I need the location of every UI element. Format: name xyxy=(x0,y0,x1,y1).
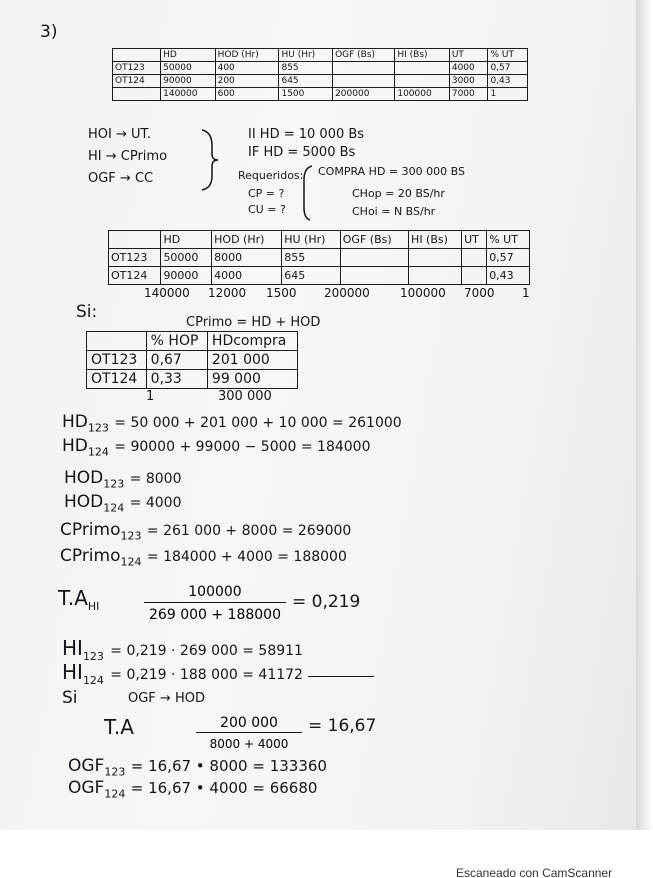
table-row xyxy=(109,249,530,267)
table-cell: OT123 xyxy=(87,351,147,370)
table-cell: 645 xyxy=(279,75,333,88)
table-cell: % UT xyxy=(488,49,528,62)
table-cell xyxy=(462,249,487,267)
camscanner-footer: Escaneado con CamScanner xyxy=(456,866,613,878)
table-cell: 7000 xyxy=(449,88,488,101)
table-cell: 8000 xyxy=(212,249,282,267)
table-cell: HI (Bs) xyxy=(409,231,462,249)
brace-right xyxy=(298,164,316,222)
hd-124-sub: 124 xyxy=(87,445,109,459)
note-chop: CHop = 20 BS/hr xyxy=(352,187,445,200)
table-cell: UT xyxy=(462,231,487,249)
table-row xyxy=(109,267,530,285)
cprimo-123-line xyxy=(60,522,351,541)
ta-hi-label xyxy=(58,588,99,612)
table-cell xyxy=(113,49,161,62)
table-cell: 0,57 xyxy=(488,62,528,75)
table-cell xyxy=(409,249,462,267)
cprimo-123-expr: = 261 000 + 8000 = 269000 xyxy=(146,523,352,539)
ta-hi-result: = 0,219 xyxy=(292,592,361,612)
table-cell: 50000 xyxy=(161,249,212,267)
hi-123-expr: = 0,219 · 269 000 = 58911 xyxy=(110,643,303,659)
table-cell: 0,43 xyxy=(487,267,530,285)
table-cell: 3000 xyxy=(449,75,488,88)
ogf-124-sub: 124 xyxy=(104,787,126,801)
table-row xyxy=(87,370,298,389)
ta-hi-numerator: 100000 xyxy=(188,584,242,600)
table-cell xyxy=(409,267,462,285)
hi-123-line xyxy=(62,638,303,662)
table-cell: HOD (Hr) xyxy=(215,49,279,62)
table-ot-summary xyxy=(112,48,528,101)
table-cell xyxy=(113,88,161,101)
table-cell: HD xyxy=(161,49,215,62)
total-value: 1 xyxy=(522,286,530,300)
hi-123-label: HI xyxy=(62,636,83,660)
cprimo-123-sub: 123 xyxy=(120,529,142,543)
ogf-123-label: OGF xyxy=(68,756,105,776)
hod-123-sub: 123 xyxy=(103,477,125,491)
hd-123-expr: = 50 000 + 201 000 + 10 000 = 261000 xyxy=(114,415,402,431)
table-row xyxy=(113,62,528,75)
hd-123-label: HD xyxy=(62,412,88,432)
total-value: 140000 xyxy=(144,286,190,300)
ta-hi-text: T.A xyxy=(58,586,88,610)
table-cell xyxy=(340,267,408,285)
note-ogf-cc: OGF → CC xyxy=(88,171,154,186)
hd-124-expr: = 90000 + 99000 − 5000 = 184000 xyxy=(114,439,371,455)
hod-124-label: HOD xyxy=(64,492,104,512)
table-cell: 0,67 xyxy=(146,351,207,370)
table-ot-detail-totals xyxy=(108,287,530,301)
table-cell: 855 xyxy=(282,249,341,267)
table-cell: OGF (Bs) xyxy=(333,49,395,62)
cprimo-124-expr: = 184000 + 4000 = 188000 xyxy=(146,549,347,565)
table-cell: 600 xyxy=(215,88,279,101)
total-value: 12000 xyxy=(208,286,247,300)
table-cell: 99 000 xyxy=(207,370,297,389)
note-if-hd: IF HD = 5000 Bs xyxy=(248,145,356,160)
table-cell: HDcompra xyxy=(207,332,297,351)
table-header-row xyxy=(87,332,298,351)
ta-ogf-numerator: 200 000 xyxy=(220,715,278,731)
ogf-124-expr: = 16,67 • 4000 = 66680 xyxy=(130,779,318,797)
table-cell: 0,33 xyxy=(146,370,207,389)
table-cell xyxy=(395,75,449,88)
brace-left xyxy=(198,128,220,192)
ogf-124-line xyxy=(68,780,317,799)
requeridos-title: Requeridos: xyxy=(238,169,304,182)
ogf-123-sub: 123 xyxy=(104,765,126,779)
table-cell: 0,43 xyxy=(488,75,528,88)
note-hoi-ut: HOI → UT. xyxy=(88,127,152,142)
ogf-124-label: OGF xyxy=(68,778,105,798)
ta-ogf-result: = 16,67 xyxy=(308,716,377,736)
table-cell xyxy=(333,75,395,88)
total-value: 7000 xyxy=(464,286,495,300)
hd-124-line xyxy=(62,438,371,457)
si-label-1: Si: xyxy=(76,302,98,322)
ta-ogf-label: T.A xyxy=(104,715,134,739)
hd-124-label: HD xyxy=(62,436,88,456)
ta-hi-denominator: 269 000 + 188000 xyxy=(149,607,281,623)
table-cell: 855 xyxy=(279,62,333,75)
table-cell: OT124 xyxy=(113,75,161,88)
table-cell: HU (Hr) xyxy=(279,49,333,62)
table-cell: 400 xyxy=(215,62,279,75)
paper-edge-shadow xyxy=(636,0,653,830)
ta-ogf-fraction-bar xyxy=(196,732,302,733)
table-cell: HU (Hr) xyxy=(282,231,341,249)
hd-123-sub: 123 xyxy=(87,421,109,435)
table-cell xyxy=(395,62,449,75)
ta-ogf-denominator: 8000 + 4000 xyxy=(209,737,289,751)
table-cell: OT124 xyxy=(109,267,161,285)
cprimo-124-sub: 124 xyxy=(120,555,142,569)
hod-124-sub: 124 xyxy=(103,501,125,515)
note-choi: CHoi = N BS/hr xyxy=(352,205,436,218)
table-cell: OT124 xyxy=(87,370,147,389)
table-row xyxy=(113,88,528,101)
hod-123-expr: = 8000 xyxy=(129,471,182,487)
table3-total-pct: 1 xyxy=(146,389,155,404)
hod-123-line xyxy=(64,470,181,489)
table-cell: 50000 xyxy=(161,62,215,75)
note-compra-hd: COMPRA HD = 300 000 BS xyxy=(318,165,465,178)
table-header-row xyxy=(109,231,530,249)
table-cell: 90000 xyxy=(161,267,212,285)
cprimo-123-label: CPrimo xyxy=(60,520,121,540)
table3-total-compra: 300 000 xyxy=(218,389,272,404)
table-cell: 140000 xyxy=(161,88,215,101)
note-hi-cprimo: HI → CPrimo xyxy=(88,149,168,164)
table-cell: % HOP xyxy=(146,332,207,351)
table-cell xyxy=(462,267,487,285)
table-cell: 100000 xyxy=(395,88,449,101)
ta-hi-fraction-bar xyxy=(144,602,286,603)
table-cell: 4000 xyxy=(449,62,488,75)
ogf-123-line xyxy=(68,758,327,777)
table-cell: UT xyxy=(449,49,488,62)
ta-hi-sub: HI xyxy=(87,600,100,613)
hi-124-line xyxy=(62,662,303,686)
table-cell: 200000 xyxy=(333,88,395,101)
table-cell xyxy=(87,332,147,351)
req-cp: CP = ? xyxy=(248,187,285,200)
table-cell: 0,57 xyxy=(487,249,530,267)
hi-124-sub: 124 xyxy=(82,674,104,687)
table-cell: HI (Bs) xyxy=(395,49,449,62)
hi-124-expr: = 0,219 · 188 000 = 41172 xyxy=(110,667,303,683)
hd-123-line xyxy=(62,414,402,433)
table-hop-compra xyxy=(86,331,298,389)
cprimo-124-line xyxy=(60,548,347,567)
table-cell xyxy=(340,249,408,267)
ogf-hod-rule: OGF → HOD xyxy=(128,691,205,706)
table-cell: 201 000 xyxy=(207,351,297,370)
table-header-row xyxy=(113,49,528,62)
table-cell: OT123 xyxy=(109,249,161,267)
hod-124-expr: = 4000 xyxy=(129,495,182,511)
cprimo-formula: CPrimo = HD + HOD xyxy=(186,315,321,330)
hi-123-sub: 123 xyxy=(82,650,104,663)
si-label-2: Si xyxy=(62,688,78,708)
table-cell: 90000 xyxy=(161,75,215,88)
table-cell: HD xyxy=(161,231,212,249)
table-cell: % UT xyxy=(487,231,530,249)
table-cell: 1500 xyxy=(279,88,333,101)
hod-124-line xyxy=(64,494,181,513)
ogf-123-expr: = 16,67 • 8000 = 133360 xyxy=(130,757,327,775)
total-value: 1500 xyxy=(266,286,297,300)
table-ot-detail xyxy=(108,230,530,285)
hi-124-label: HI xyxy=(62,660,83,684)
problem-number: 3) xyxy=(40,22,58,42)
table-cell: HOD (Hr) xyxy=(212,231,282,249)
table-cell xyxy=(109,231,161,249)
table-cell: 1 xyxy=(488,88,528,101)
table-cell: 4000 xyxy=(212,267,282,285)
req-cu: CU = ? xyxy=(248,203,286,216)
table-cell: OGF (Bs) xyxy=(340,231,408,249)
hod-123-label: HOD xyxy=(64,468,104,488)
table-cell: 200 xyxy=(215,75,279,88)
cprimo-124-label: CPrimo xyxy=(60,546,121,566)
table-cell: OT123 xyxy=(113,62,161,75)
total-value: 100000 xyxy=(400,286,446,300)
table-row xyxy=(87,351,298,370)
table-cell: 645 xyxy=(282,267,341,285)
total-value: 200000 xyxy=(324,286,370,300)
table-cell xyxy=(333,62,395,75)
note-ii-hd: II HD = 10 000 Bs xyxy=(248,127,365,142)
hi-underline xyxy=(308,676,374,677)
table-row xyxy=(113,75,528,88)
